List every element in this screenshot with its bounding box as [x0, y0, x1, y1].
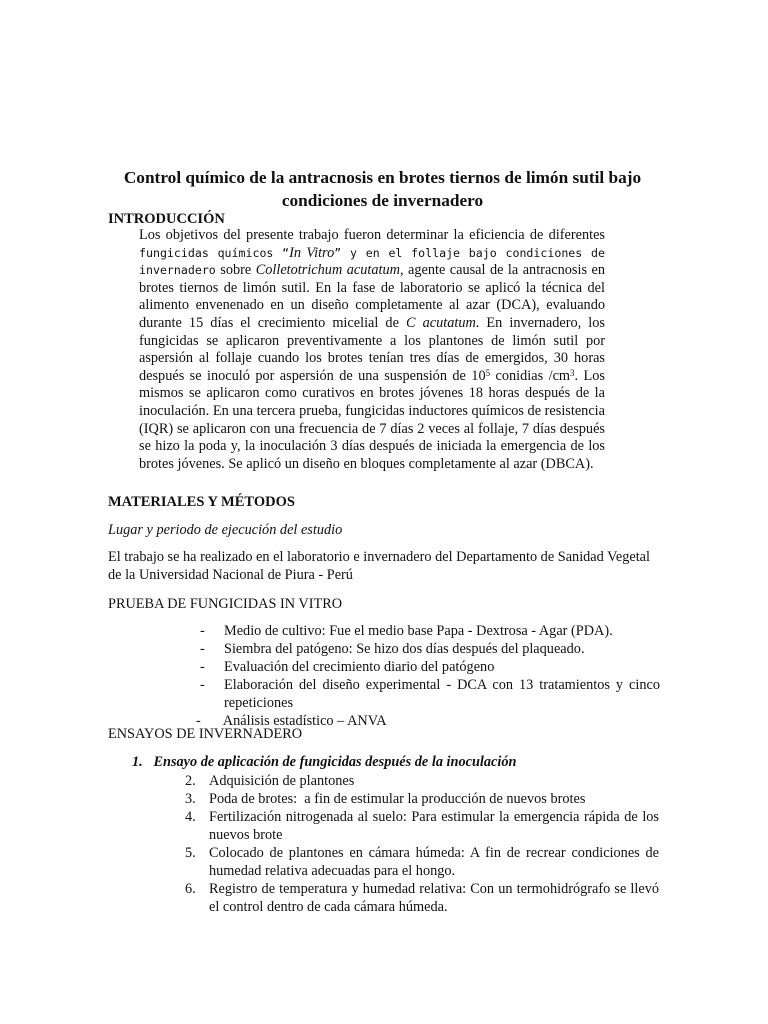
- list-item-text: Elaboración del diseño experimental - DCA con 13 tratamientos y cinco repeticiones: [224, 677, 660, 711]
- list-item: [185, 844, 659, 880]
- dash-marker: -: [200, 659, 205, 675]
- list-item-text: Medio de cultivo: Fue el medio base Papa - Dextrosa - Agar (PDA).: [224, 623, 613, 639]
- step-number: 4.: [185, 809, 196, 825]
- location-paragraph: El trabajo se ha realizado en el laboratorio e invernadero del Departamento de Sanidad Vegetal de la Universidad Nacional de Piura - Perú: [108, 549, 650, 583]
- list-item-text: Evaluación del crecimiento diario del patógeno: [224, 659, 495, 675]
- location-subheading: Lugar y periodo de ejecución del estudio: [108, 522, 343, 538]
- intro-text-3d: conidias /cm: [490, 367, 571, 384]
- step-number: 1.: [132, 754, 143, 770]
- step-text: Fertilización nitrogenada al suelo: Para estimular la emergencia rápida de los nuevos brote: [209, 809, 659, 843]
- step-number: 3.: [185, 791, 196, 807]
- materials-heading: MATERIALES Y MÉTODOS: [108, 494, 295, 510]
- intro-text-1: Los objetivos del presente trabajo fueron determinar la eficiencia de diferentes: [139, 227, 605, 243]
- dash-marker: -: [200, 677, 205, 693]
- list-item: [185, 880, 659, 916]
- intro-sup-5: 5: [485, 367, 491, 378]
- step-number: 2.: [185, 773, 196, 789]
- intro-text-3c: . En invernadero, los fungicidas se aplicaron preventivamente a los plantones de limón sutil por aspersión al follaje cuando los brotes tenían tres días de emergidos, 30 horas después se inoculó por aspersión de una suspensión de 10: [139, 314, 605, 384]
- intro-text-3e: . Los mismos se aplicaron como curativos en brotes jóvenes 18 horas después de la inoculación. En una tercera prueba, fungicidas inductores químicos de resistencia (IQR) se aplicaron con una frecuencia de 7 días 2 veces al follaje, 7 días después se hizo la poda y, la inoculación 3 días después de iniciada la emergencia de los brotes jóvenes. Se aplicó un diseño en bloques completamente al azar (DBCA).: [139, 367, 605, 472]
- intro-text-2b: ” y en el follaje bajo condiciones de invernadero: [139, 245, 605, 278]
- document-title: Control químico de la antracnosis en brotes tiernos de limón sutil bajo condiciones de invernadero: [123, 168, 642, 210]
- list-item: [185, 772, 659, 790]
- step-number: 5.: [185, 845, 196, 861]
- list-item-text: Siembra del patógeno: Se hizo dos días después del plaqueado.: [224, 641, 585, 657]
- dash-marker: -: [200, 623, 205, 639]
- list-item: [200, 622, 660, 640]
- in-vitro-heading: PRUEBA DE FUNGICIDAS IN VITRO: [108, 596, 343, 612]
- list-item: [185, 790, 659, 808]
- intro-species: Colletotrichum acutatum: [255, 262, 400, 279]
- step-text: Colocado de plantones en cámara húmeda: A fin de recrear condiciones de humedad relativa adecuadas para el hongo.: [209, 845, 659, 879]
- dash-marker: -: [200, 641, 205, 657]
- intro-in-vitro: In Vitro: [289, 244, 335, 261]
- step-text: Ensayo de aplicación de fungicidas después de la inoculación: [153, 754, 517, 770]
- intro-text-2a: fungicidas químicos “: [139, 245, 290, 260]
- intro-text-3b: , agente causal de la antracnosis en brotes tiernos de limón sutil. En la fase de laboratorio se aplicó la técnica del alimento envenenado en un diseño completamente al azar (DCA), evaluando durante 15 días el crecimiento micelial de: [139, 262, 605, 331]
- dash-marker: -: [196, 713, 201, 729]
- step-number: 6.: [185, 881, 196, 897]
- step-text: Adquisición de plantones: [209, 773, 355, 789]
- greenhouse-step-1: [132, 754, 516, 771]
- intro-heading: INTRODUCCIÓN: [108, 211, 225, 227]
- list-item: [185, 808, 659, 844]
- list-item-text: Análisis estadístico – ANVA: [220, 713, 387, 729]
- list-item: [200, 658, 660, 676]
- step-text: Poda de brotes: a fin de estimular la producción de nuevos brotes: [209, 791, 586, 807]
- list-item: [200, 640, 660, 658]
- intro-species-short: C acutatum: [405, 314, 476, 331]
- intro-paragraph: [139, 227, 605, 473]
- intro-sup-3: 3: [570, 367, 575, 378]
- step-text: Registro de temperatura y humedad relativa: Con un termohidrógrafo se llevó el control dentro de cada cámara húmeda.: [209, 881, 659, 915]
- list-item: [200, 676, 660, 712]
- intro-text-3a: sobre: [220, 262, 256, 279]
- in-vitro-list: [196, 622, 660, 730]
- greenhouse-heading: ENSAYOS DE INVERNADERO: [108, 726, 303, 742]
- greenhouse-steps: [185, 772, 659, 916]
